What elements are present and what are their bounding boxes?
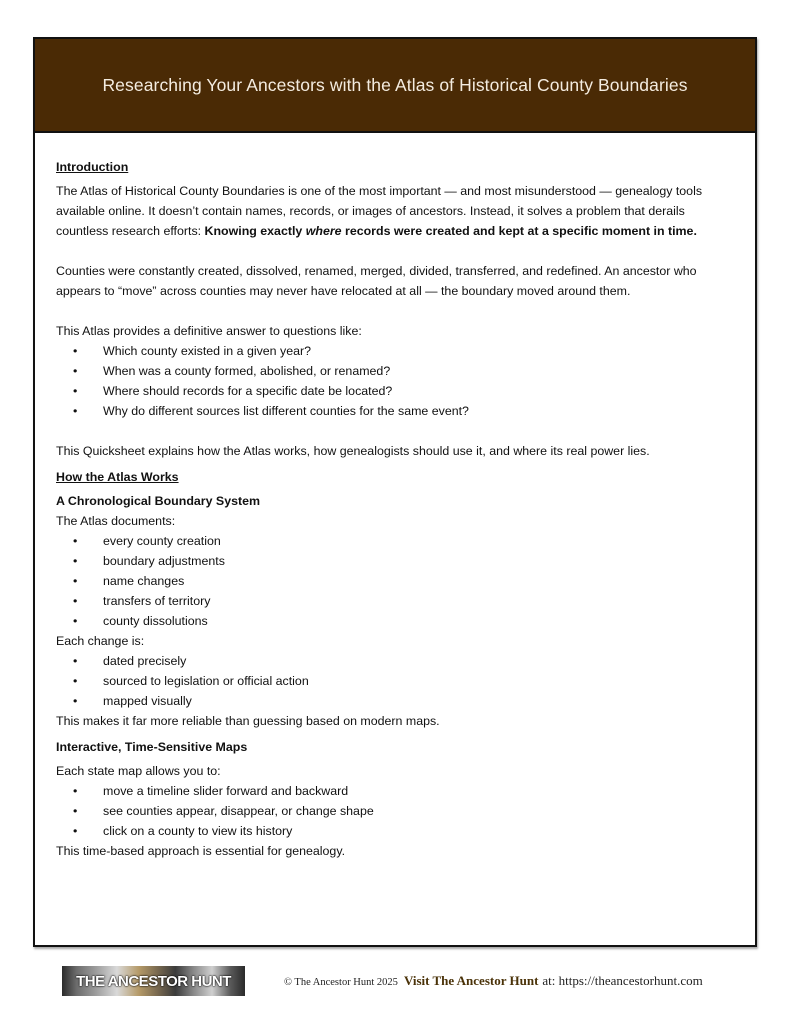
list-item: • click on a county to view its history: [103, 821, 733, 841]
how-it-works-heading: How the Atlas Works: [56, 470, 179, 484]
list-item: • transfers of territory: [103, 591, 733, 611]
list-item: • mapped visually: [103, 691, 733, 711]
emphasis-italic: where: [305, 224, 342, 238]
list-item: • boundary adjustments: [103, 551, 733, 571]
list-item: • sourced to legislation or official action: [103, 671, 733, 691]
maps-list: [56, 781, 733, 841]
list-item: • Where should records for a specific date be located?: [103, 381, 733, 401]
logo-text: THE ANCESTOR HUNT: [76, 972, 231, 990]
intro-paragraph-3: This Atlas provides a definitive answer to questions like:: [56, 324, 362, 338]
intro-paragraph-2: Counties were constantly created, dissolved, renamed, merged, divided, transferred, and redefined. An ancestor who appears to “move” across counties may never have relocated at all — the boundary moved around them.: [56, 264, 697, 298]
emphasis-part-b: records were created and kept at a specific moment in time.: [341, 224, 697, 238]
documents-list: [56, 531, 733, 631]
list-item: • every county creation: [103, 531, 733, 551]
intro-text: The Atlas of Historical County Boundaries is one of the most important — and most misunderstood — genealogy tools available online. It doesn’t contain names, records, or images of ancestors. Instead, it solves a problem that derails countless research efforts:: [56, 184, 703, 238]
chrono-intro: The Atlas documents:: [56, 514, 176, 528]
title-banner: [35, 39, 755, 133]
intro-paragraph-1: [56, 181, 733, 241]
intro-emphasis: [205, 224, 697, 238]
document-frame: [33, 37, 757, 947]
list-item: • county dissolutions: [103, 611, 733, 631]
change-list: [56, 651, 733, 711]
list-item: • move a timeline slider forward and backward: [103, 781, 733, 801]
list-item: • name changes: [103, 571, 733, 591]
page-footer: [62, 965, 742, 997]
list-item: • dated precisely: [103, 651, 733, 671]
list-item: • see counties appear, disappear, or change shape: [103, 801, 733, 821]
introduction-heading: Introduction: [56, 160, 129, 174]
each-change-label: Each change is:: [56, 634, 145, 648]
maps-intro: Each state map allows you to:: [56, 764, 221, 778]
website-url[interactable]: at: https://theancestorhunt.com: [542, 973, 703, 988]
visit-link[interactable]: Visit The Ancestor Hunt: [403, 973, 539, 988]
maps-subheading: Interactive, Time-Sensitive Maps: [56, 740, 248, 754]
footer-text: [284, 973, 703, 989]
list-item: • Why do different sources list different counties for the same event?: [103, 401, 733, 421]
page-title: Researching Your Ancestors with the Atlas of Historical County Boundaries: [102, 74, 688, 95]
document-body: [35, 133, 755, 861]
emphasis-part-a: Knowing exactly: [204, 224, 306, 238]
chronological-subheading: A Chronological Boundary System: [56, 494, 261, 508]
chrono-conclusion: This makes it far more reliable than guessing based on modern maps.: [56, 714, 440, 728]
intro-paragraph-4: This Quicksheet explains how the Atlas works, how genealogists should use it, and where its real power lies.: [56, 444, 650, 458]
list-item: • Which county existed in a given year?: [103, 341, 733, 361]
list-item: • When was a county formed, abolished, or renamed?: [103, 361, 733, 381]
questions-list: [56, 341, 733, 421]
copyright-notice: © The Ancestor Hunt 2025: [284, 977, 398, 988]
ancestor-hunt-logo[interactable]: [62, 966, 245, 996]
maps-conclusion: This time-based approach is essential for genealogy.: [56, 844, 346, 858]
